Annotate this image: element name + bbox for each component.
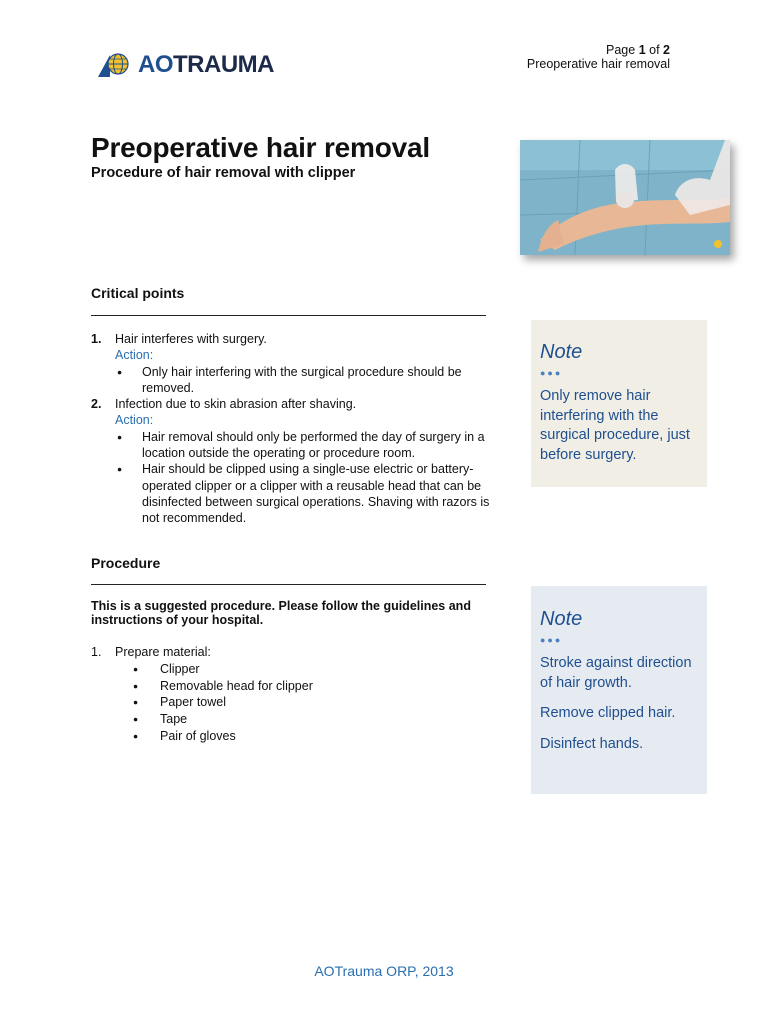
page-number: 1 bbox=[638, 43, 646, 57]
section-divider bbox=[91, 584, 486, 585]
header-doc-name: Preoperative hair removal bbox=[526, 57, 670, 71]
section-divider bbox=[91, 315, 486, 316]
logo-prefix: AO bbox=[138, 51, 173, 78]
globe-logo-icon bbox=[96, 51, 132, 79]
action-label: Action: bbox=[115, 348, 154, 363]
logo-wordmark bbox=[138, 50, 274, 80]
of-word: of bbox=[649, 43, 660, 57]
page-total: 2 bbox=[663, 43, 670, 57]
page-subtitle: Procedure of hair removal with clipper bbox=[91, 165, 356, 181]
note-paragraph: Disinfect hands. bbox=[540, 735, 644, 752]
action-bullet: ● Hair removal should only be performed the day of surgery in a location outside the operating or procedure room. bbox=[115, 429, 491, 462]
step-number: 1. bbox=[91, 645, 102, 659]
item-number: 2. bbox=[91, 397, 102, 412]
action-bullet: ● Only hair interfering with the surgical procedure should be removed. bbox=[115, 364, 491, 397]
action-bullet: ● Hair should be clipped using a single-use electric or battery-operated clipper or a clipper with a reusable head that can be disinfected between surgical operations. Shaving with razors is not recommended. bbox=[115, 461, 491, 526]
procedure-intro: This is a suggested procedure. Please follow the guidelines and instructions of your hospital. bbox=[91, 599, 471, 627]
note-title: Note bbox=[540, 608, 583, 630]
item-text: Hair interferes with surgery. bbox=[115, 332, 267, 346]
material-item: ● Clipper bbox=[91, 661, 491, 678]
note-paragraph: Stroke against direction of hair growth. bbox=[540, 655, 692, 691]
critical-item bbox=[91, 396, 491, 526]
item-number: 1. bbox=[91, 332, 102, 346]
item-text: Infection due to skin abrasion after shaving. bbox=[115, 397, 357, 412]
material-item: ● Tape bbox=[91, 711, 491, 728]
material-item: ● Paper towel bbox=[91, 694, 491, 711]
procedure-heading: Procedure bbox=[91, 555, 161, 571]
page-word: Page bbox=[606, 43, 636, 57]
action-label: Action: bbox=[115, 413, 154, 428]
note-text bbox=[540, 654, 700, 765]
page-footer: AOTrauma ORP, 2013 bbox=[314, 963, 454, 979]
procedure-steps bbox=[91, 644, 491, 745]
material-item: ● Pair of gloves bbox=[91, 728, 491, 745]
step-text: Prepare material: bbox=[115, 645, 211, 659]
note-paragraph: Remove clipped hair. bbox=[540, 705, 676, 721]
note-dots: ●●● bbox=[540, 368, 563, 378]
critical-points-heading: Critical points bbox=[91, 285, 185, 301]
logo-suffix: TRAUMA bbox=[173, 51, 274, 78]
note-text: Only remove hair interfering with the surgical procedure, just before surgery. bbox=[540, 388, 690, 463]
note-box-2 bbox=[531, 586, 707, 794]
procedure-step bbox=[91, 644, 491, 661]
critical-item bbox=[91, 331, 491, 396]
note-dots: ●●● bbox=[540, 635, 563, 645]
procedure-photo bbox=[520, 140, 730, 255]
page-title: Preoperative hair removal bbox=[91, 132, 430, 163]
critical-points-list bbox=[91, 331, 491, 527]
page-info bbox=[527, 43, 670, 71]
note-title: Note bbox=[540, 341, 583, 363]
aotrauma-logo bbox=[96, 50, 296, 80]
note-box-1 bbox=[531, 320, 707, 487]
material-item: ● Removable head for clipper bbox=[91, 678, 491, 695]
